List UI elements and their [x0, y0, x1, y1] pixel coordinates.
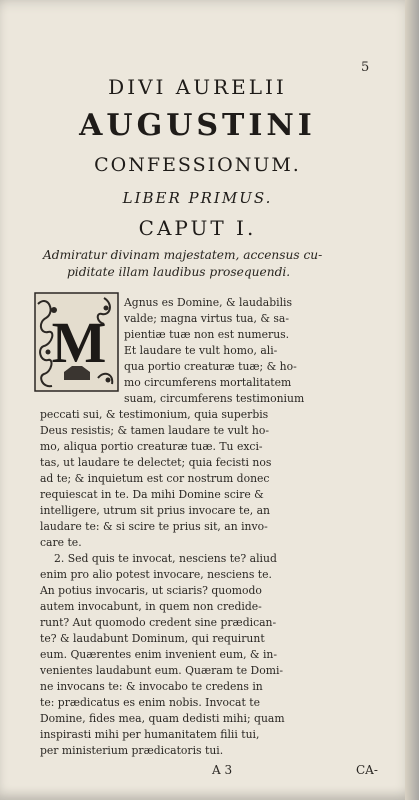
catchword: CA- — [356, 763, 378, 777]
text-line: mo, aliqua portio creaturæ tuæ. Tu exci- — [40, 440, 263, 453]
text-line: inspirasti mihi per humanitatem filii tui, — [40, 728, 260, 741]
title-line-3: CONFESSIONUM. — [94, 154, 301, 176]
title-line-1: DIVI AURELII — [108, 75, 287, 99]
text-line: Et laudare te vult homo, ali- — [124, 344, 278, 357]
summary-line: Admiratur divinam majestatem, accensus cu- — [43, 248, 323, 262]
text-line: valde; magna virtus tua, & sa- — [124, 312, 290, 325]
text-line: Agnus es Domine, & laudabilis — [124, 296, 293, 309]
text-line: laudare te: & si scire te prius sit, an invo- — [40, 520, 268, 533]
text-line: Domine, fides mea, quam dedisti mihi; quam — [40, 712, 285, 725]
text-line: te: prædicatus es enim nobis. Invocat te — [40, 696, 260, 709]
text-line: eum. Quærentes enim invenient eum, & in- — [40, 648, 278, 661]
text-line: te? & laudabunt Dominum, qui requirunt — [40, 632, 265, 645]
text-line: qua portio creaturæ tuæ; & ho- — [124, 360, 297, 373]
chapter-heading: CAPUT I. — [138, 216, 257, 240]
text-line: enim pro alio potest invocare, nesciens te. — [40, 568, 272, 581]
text-line: 2. Sed quis te invocat, nesciens te? aliud — [54, 552, 277, 565]
signature-mark: A 3 — [212, 763, 233, 777]
book-heading: LIBER PRIMUS. — [122, 189, 273, 207]
text-line: mo circumferens mortalitatem — [124, 376, 292, 389]
text-line: suam, circumferens testimonium — [124, 392, 305, 405]
title-line-2: AUGUSTINI — [79, 108, 316, 143]
text-line: tas, ut laudare te delectet; quia fecisti nos — [40, 456, 272, 469]
text-line: pientiæ tuæ non est numerus. — [124, 328, 290, 341]
text-line: peccati sui, & testimonium, quia superbis — [40, 408, 269, 421]
drop-cap-letter: M — [51, 310, 107, 375]
text-line: ne invocans te: & invocabo te credens in — [40, 680, 263, 693]
page-number: 5 — [361, 60, 370, 75]
text-line: requiescat in te. Da mihi Domine scire & — [40, 488, 264, 501]
text-line: An potius invocaris, ut sciaris? quomodo — [40, 584, 262, 597]
text-line: Deus resistis; & tamen laudare te vult ho- — [40, 424, 270, 437]
chapter-summary — [43, 247, 343, 281]
text-line: per ministerium prædicatoris tui. — [40, 744, 224, 757]
text-line: intelligere, utrum sit prius invocare te, an — [40, 504, 270, 517]
page-edge — [405, 0, 419, 800]
text-line: runt? Aut quomodo credent sine prædican- — [40, 616, 277, 629]
text-line: autem invocabunt, in quem non credide- — [40, 600, 262, 613]
text-line: venientes laudabunt eum. Quæram te Domi- — [40, 664, 284, 677]
decorated-initial — [34, 292, 119, 392]
summary-line: piditate illam laudibus prosequendi. — [67, 265, 291, 279]
text-line: ad te; & inquietum est cor nostrum donec — [40, 472, 270, 485]
text-line: care te. — [40, 536, 82, 549]
